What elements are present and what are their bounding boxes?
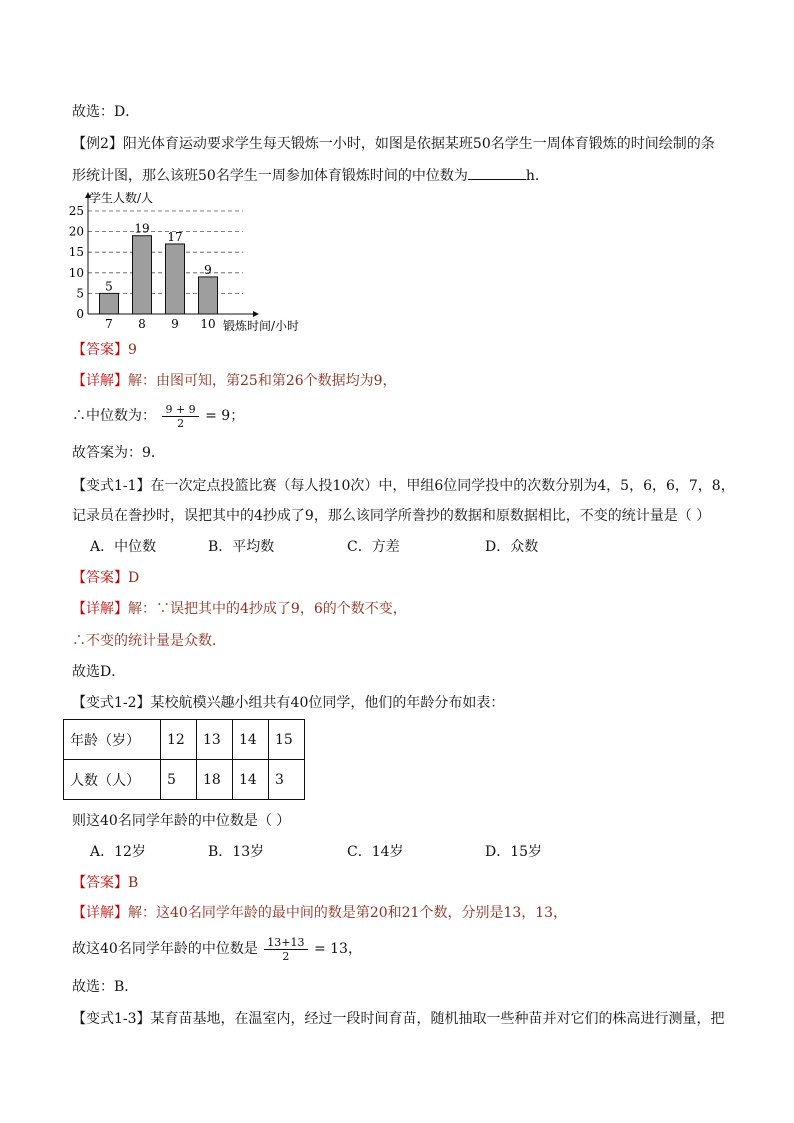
chart-data-label: 9 <box>204 262 212 277</box>
chart-xtick-label: 7 <box>105 317 113 331</box>
median1-suffix: = 9； <box>205 408 245 424</box>
table-cell: 18 <box>197 760 233 800</box>
answer2-label: 【答案】 <box>72 570 128 586</box>
detail1-text: 解：由图可知，第25和第26个数据均为9， <box>128 373 397 389</box>
table-cell: 12 <box>161 720 197 760</box>
table-header-count: 人数（人） <box>64 760 161 800</box>
variant12-label: 【变式1-2】 <box>72 695 151 711</box>
age-distribution-table <box>63 719 305 800</box>
chart-xtick-label: 8 <box>138 317 146 331</box>
detail2-text: 解：∵误把其中的4抄成了9，6的个数不变， <box>128 601 407 617</box>
chart-bar <box>133 236 152 314</box>
variant12-option-b: B．13岁 <box>208 844 265 860</box>
variant11-option-d: D．众数 <box>485 539 539 555</box>
variant12-option-a: A．12岁 <box>90 844 146 860</box>
variant13-label: 【变式1-3】 <box>72 1011 151 1027</box>
answer3-line <box>72 874 138 892</box>
chart-xtick-label: 10 <box>200 317 216 331</box>
chart-ytick-label: 10 <box>68 265 84 280</box>
table-cell: 5 <box>161 760 197 800</box>
table-cell: 14 <box>233 760 269 800</box>
variant12-option-c: C．14岁 <box>347 844 404 860</box>
chart-bar <box>166 244 185 314</box>
chart-x-axis-arrow <box>253 311 259 317</box>
chart-bar <box>199 277 218 314</box>
median3-numerator: 13+13 <box>264 936 307 950</box>
chart-ytick-label: 15 <box>68 245 84 260</box>
chart-xlabel: 锻炼时间/小时 <box>223 319 300 333</box>
line-answer-prev: 故选：D． <box>72 104 140 120</box>
example2-text1: 阳光体育运动要求学生每天锻炼一小时，如图是依据某班50名学生一周体育锻炼的时间绘制的条 <box>122 136 715 152</box>
variant11-line1 <box>72 477 735 495</box>
median1-denominator: 2 <box>177 416 185 430</box>
answer1-label: 【答案】 <box>72 342 128 358</box>
median3-line <box>72 932 362 966</box>
variant12-line <box>72 694 504 712</box>
table-cell: 3 <box>269 760 305 800</box>
table-cell: 14 <box>233 720 269 760</box>
detail1-label: 【详解】 <box>72 373 128 389</box>
answer3-value: B <box>128 875 139 891</box>
example2-text2a: 形统计图，那么该班50名学生一周参加体育锻炼时间的中位数为 <box>72 168 468 184</box>
variant13-text: 某育苗基地，在温室内，经过一段时间育苗，随机抽取一些种苗并对它们的株高进行测量，把 <box>150 1011 725 1027</box>
example2-label: 【例2】 <box>72 136 123 152</box>
answer1-line <box>72 341 137 359</box>
variant11-text1: 在一次定点投篮比赛（每人投10次）中，甲组6位同学投中的次数分别为4，5，6，6，7，8， <box>150 478 735 494</box>
table-row-count <box>64 760 305 800</box>
table-cell: 15 <box>269 720 305 760</box>
variant11-option-c: C．方差 <box>347 539 400 555</box>
variant13-line <box>72 1010 725 1028</box>
variant11-option-b: B．平均数 <box>208 539 275 555</box>
answer2-value: D <box>128 570 140 586</box>
variant11-option-a: A．中位数 <box>90 539 157 555</box>
variant12-option-d: D．15岁 <box>485 844 543 860</box>
example2-line1 <box>72 135 715 153</box>
detail3-text: 解：这40名同学年龄的最中间的数是第20和21个数，分别是13，13， <box>128 905 568 921</box>
table-header-age: 年龄（岁） <box>64 720 161 760</box>
answer1-final: 故答案为：9． <box>72 445 165 461</box>
example2-line2 <box>72 165 549 185</box>
detail2-line <box>72 600 407 618</box>
detail3-final: 故选：B． <box>72 979 139 995</box>
chart-data-label: 17 <box>167 229 183 244</box>
chart-ytick-label: 20 <box>68 224 84 239</box>
answer3-label: 【答案】 <box>72 875 128 891</box>
median1-numerator: 9 + 9 <box>162 403 198 417</box>
answer1-value: 9 <box>128 342 137 358</box>
detail3-line <box>72 904 567 922</box>
bar-chart <box>68 190 338 335</box>
detail1-line <box>72 372 397 390</box>
chart-ytick-label: 5 <box>76 286 84 301</box>
median3-suffix: = 13， <box>313 941 362 957</box>
variant11-label: 【变式1-1】 <box>72 478 151 494</box>
detail2-final: 故选D． <box>72 664 126 680</box>
chart-data-label: 19 <box>134 221 150 236</box>
median3-denominator: 2 <box>282 949 290 963</box>
median1-line <box>72 401 244 431</box>
chart-xtick-label: 9 <box>171 317 179 331</box>
variant12-text: 某校航模兴趣小组共有40位同学，他们的年龄分布如表： <box>150 695 505 711</box>
median1-fraction <box>162 403 198 430</box>
example2-text2b: h． <box>525 168 549 184</box>
chart-data-label: 5 <box>105 279 113 294</box>
detail2-label: 【详解】 <box>72 601 128 617</box>
chart-ytick-label: 0 <box>76 307 84 321</box>
answer-blank <box>468 165 526 180</box>
table-cell: 13 <box>197 720 233 760</box>
detail2-line2: ∴不变的统计量是众数． <box>72 633 226 649</box>
chart-bar <box>100 293 119 314</box>
detail3-label: 【详解】 <box>72 905 128 921</box>
variant12-question: 则这40名同学年龄的中位数是（ ） <box>72 813 291 829</box>
chart-ylabel: 学生人数/人 <box>89 191 154 205</box>
answer2-line <box>72 569 139 587</box>
median1-prefix: ∴中位数为： <box>72 408 156 424</box>
variant11-line2: 记录员在誊抄时，误把其中的4抄成了9，那么该同学所誊抄的数据和原数据相比，不变的统计量是（ ） <box>72 508 711 524</box>
median3-prefix: 故这40名同学年龄的中位数是 <box>72 941 258 957</box>
chart-ytick-label: 25 <box>68 204 84 218</box>
table-row-age <box>64 720 305 760</box>
median3-fraction <box>264 936 307 963</box>
